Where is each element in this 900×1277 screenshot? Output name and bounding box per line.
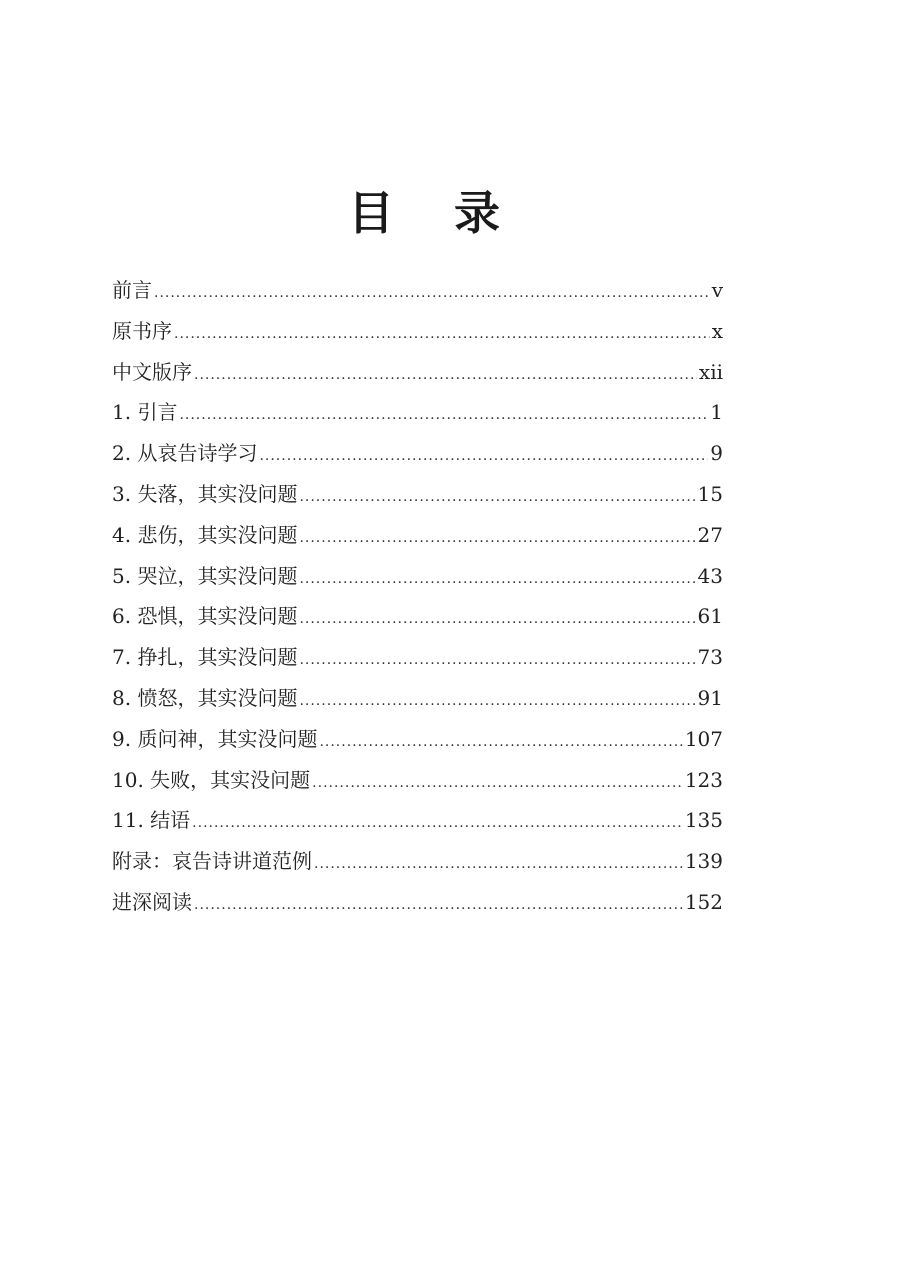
dot-leader: [259, 436, 708, 477]
toc-entry-chapter-5[interactable]: [112, 556, 723, 597]
toc-entry-chapter-9[interactable]: [112, 719, 723, 760]
dot-leader: [299, 599, 695, 640]
toc-entry-label: 8. 愤怒，其实没问题: [112, 685, 298, 710]
toc-entry-label: 7. 挣扎，其实没问题: [112, 645, 298, 670]
toc-entry-preface[interactable]: [112, 270, 723, 311]
toc-entry-label: 2. 从哀告诗学习: [112, 441, 258, 466]
toc-entry-page: 61: [697, 604, 723, 629]
dot-leader: [194, 355, 697, 396]
toc-entry-page: 27: [697, 522, 723, 547]
toc-entry-page: 43: [697, 563, 723, 588]
toc-entry-label: 1. 引言: [112, 400, 178, 425]
toc-entry-chapter-2[interactable]: [112, 433, 723, 474]
dot-leader: [192, 803, 683, 844]
toc-entry-label: 11. 结语: [112, 808, 191, 833]
toc-entry-page: v: [711, 278, 723, 302]
dot-leader: [319, 722, 682, 763]
toc-entry-chapter-11[interactable]: [112, 800, 723, 841]
toc-entry-chapter-1[interactable]: [112, 392, 723, 433]
table-of-contents: [112, 270, 723, 923]
toc-entry-page: 73: [697, 645, 723, 670]
toc-entry-chinese-preface[interactable]: [112, 352, 723, 393]
toc-entry-label: 中文版序: [112, 359, 192, 384]
toc-entry-original-preface[interactable]: [112, 311, 723, 352]
toc-entry-page: 15: [697, 481, 723, 506]
toc-entry-label: 进深阅读: [112, 889, 192, 914]
toc-entry-label: 3. 失落，其实没问题: [112, 481, 298, 506]
toc-entry-page: xii: [698, 359, 723, 384]
dot-leader: [299, 477, 695, 518]
toc-entry-chapter-4[interactable]: [112, 515, 723, 556]
dot-leader: [312, 763, 683, 804]
dot-leader: [299, 640, 695, 681]
toc-entry-page: 1: [710, 400, 723, 425]
toc-entry-further-reading[interactable]: [112, 882, 723, 923]
page-title: 目 录: [347, 185, 522, 240]
toc-entry-page: 107: [684, 726, 723, 751]
toc-entry-label: 前言: [112, 278, 152, 302]
dot-leader: [179, 395, 708, 436]
dot-leader: [174, 314, 710, 355]
dot-leader: [299, 559, 695, 600]
dot-leader: [154, 273, 710, 314]
toc-entry-page: x: [711, 318, 723, 343]
toc-entry-chapter-7[interactable]: [112, 637, 723, 678]
dot-leader: [314, 844, 683, 885]
toc-entry-chapter-6[interactable]: [112, 596, 723, 637]
dot-leader: [299, 681, 695, 722]
toc-entry-page: 135: [684, 808, 723, 833]
toc-entry-label: 4. 悲伤，其实没问题: [112, 522, 298, 547]
toc-entry-label: 6. 恐惧，其实没问题: [112, 604, 298, 629]
toc-entry-chapter-3[interactable]: [112, 474, 723, 515]
toc-entry-page: 9: [710, 441, 723, 466]
toc-entry-chapter-8[interactable]: [112, 678, 723, 719]
toc-entry-label: 原书序: [112, 318, 172, 343]
toc-entry-page: 152: [684, 889, 723, 914]
toc-entry-chapter-10[interactable]: [112, 760, 723, 801]
toc-entry-label: 5. 哭泣，其实没问题: [112, 563, 298, 588]
toc-entry-page: 91: [697, 685, 723, 710]
toc-entry-page: 139: [684, 849, 723, 874]
dot-leader: [194, 885, 683, 926]
dot-leader: [299, 518, 695, 559]
toc-entry-page: 123: [684, 767, 723, 792]
toc-entry-label: 10. 失败，其实没问题: [112, 767, 311, 792]
toc-entry-label: 9. 质问神，其实没问题: [112, 726, 318, 751]
toc-entry-appendix[interactable]: [112, 841, 723, 882]
toc-entry-label: 附录：哀告诗讲道范例: [112, 849, 312, 874]
